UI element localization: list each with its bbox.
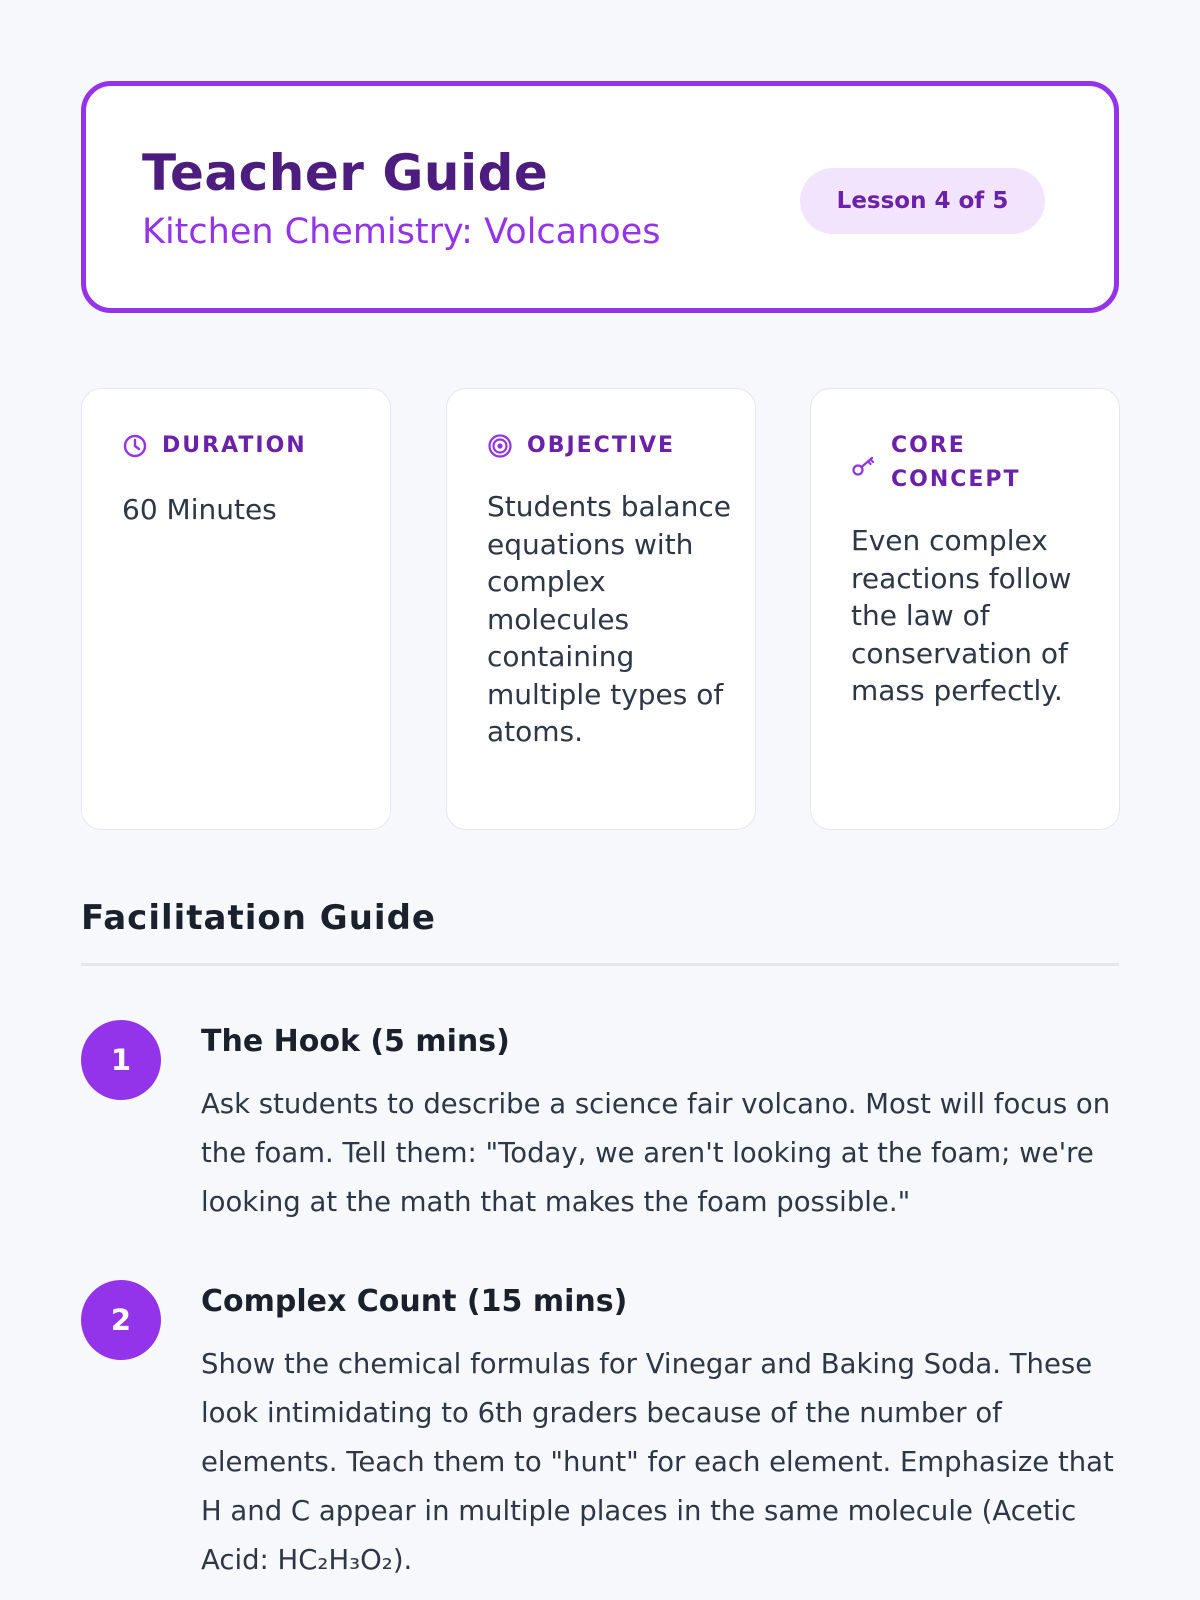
step-text-1: Ask students to describe a science fair volcano. Most will focus on the foam. Tell them: "Today, we aren't looking at the foam; we're looking at the math that makes the foam possible."	[201, 1088, 1111, 1218]
core-concept-text: Even complex reactions follow the law of conservation of mass perfectly.	[851, 524, 1072, 707]
section-title: Facilitation Guide	[81, 898, 436, 938]
step-title-1: The Hook (5 mins)	[201, 1024, 510, 1059]
duration-value: 60 Minutes	[122, 493, 277, 526]
section-divider	[81, 963, 1119, 966]
page-subtitle: Kitchen Chemistry: Volcanoes	[142, 212, 661, 252]
target-icon	[487, 433, 513, 459]
step-number-1: 1	[81, 1020, 161, 1100]
step-number-2: 2	[81, 1280, 161, 1360]
page-title: Teacher Guide	[142, 144, 549, 202]
duration-card	[81, 388, 391, 830]
key-icon	[851, 453, 877, 479]
lesson-badge: Lesson 4 of 5	[800, 168, 1045, 234]
objective-label: OBJECTIVE	[527, 433, 676, 458]
objective-card	[446, 388, 756, 830]
core-concept-label: CORE CONCEPT	[891, 433, 1021, 492]
clock-icon	[122, 433, 148, 459]
step-title-2: Complex Count (15 mins)	[201, 1284, 628, 1319]
objective-text: Students balance equations with complex molecules containing multiple types of atoms.	[487, 490, 731, 748]
step-text-2: Show the chemical formulas for Vinegar and Baking Soda. These look intimidating to 6th graders because of the number of elements. Teach them to "hunt" for each element. Emphasize that H and C appear in multiple places in the same molecule (Acetic Acid: HC₂H₃O₂).	[201, 1348, 1114, 1576]
duration-label: DURATION	[162, 433, 307, 458]
header-card	[81, 81, 1119, 313]
core-concept-card	[810, 388, 1120, 830]
